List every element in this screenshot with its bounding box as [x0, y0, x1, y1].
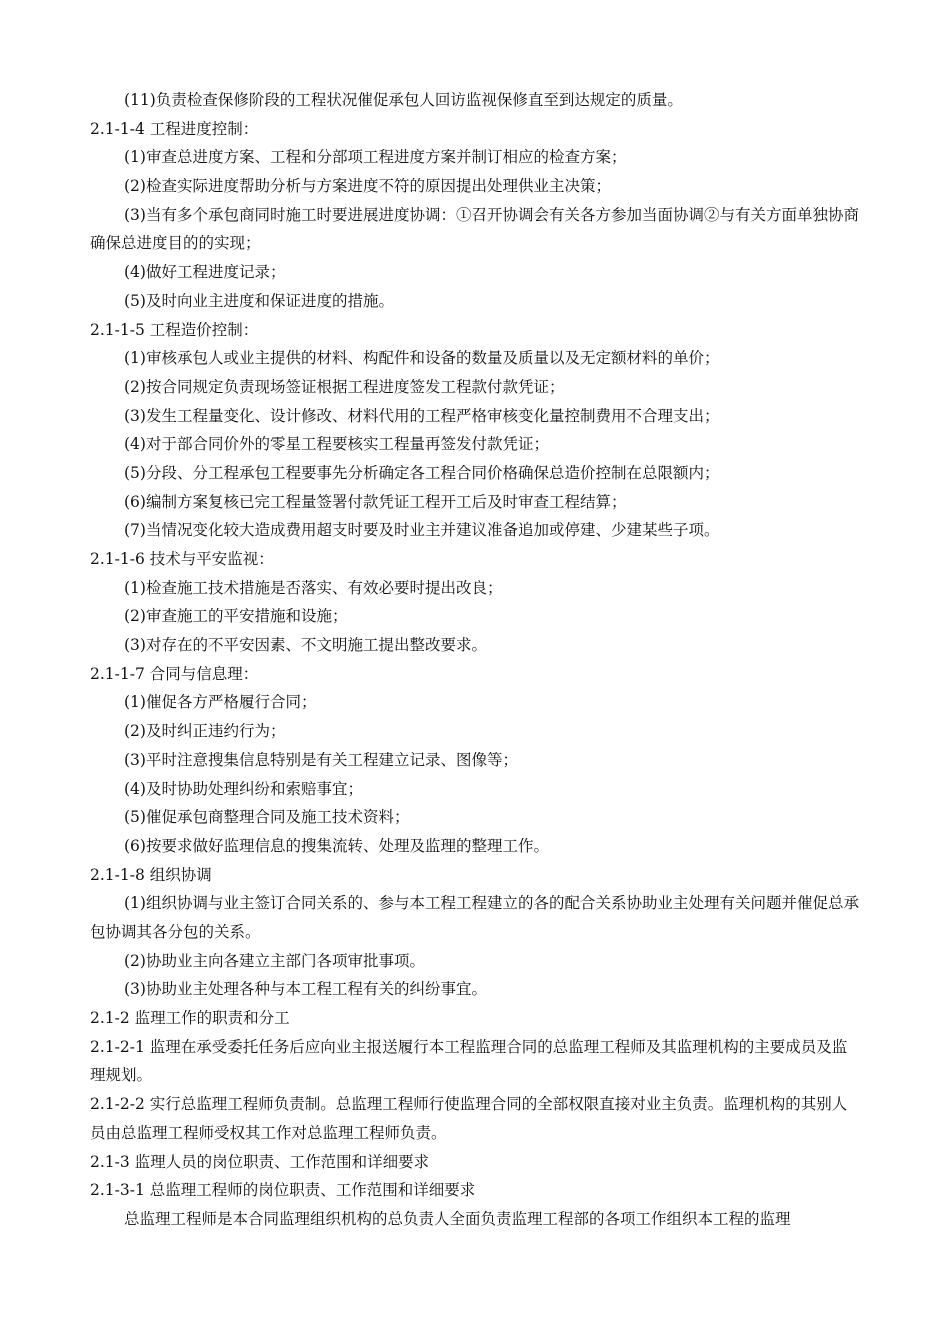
paragraph-line: (4)对于部合同价外的零星工程要核实工程量再签发付款凭证； [124, 435, 549, 454]
section-heading: 2.1-3-1 总监理工程师的岗位职责、工作范围和详细要求 [90, 1181, 476, 1200]
paragraph-line: (3)协助业主处理各种与本工程工程有关的纠纷事宜。 [124, 980, 487, 999]
section-heading: 2.1-1-7 合同与信息理： [90, 664, 259, 683]
section-heading: 2.1-1-8 组织协调 [90, 865, 212, 884]
paragraph-line: (1)组织协调与业主签订合同关系的、参与本工程工程建立的各的配合关系协助业主处理有关问题并催促总承包协调其各分包的关系。 [90, 894, 859, 941]
paragraph-line: (3)平时注意搜集信息特别是有关工程建立记录、图像等； [124, 750, 518, 769]
paragraph-line: (5)及时向业主进度和保证进度的措施。 [124, 291, 394, 310]
paragraph-line: (3)发生工程量变化、设计修改、材料代用的工程严格审核变化量控制费用不合理支出； [124, 406, 720, 425]
paragraph-line: (1)检查施工技术措施是否落实、有效必要时提出改良； [124, 578, 503, 597]
paragraph-line: (2)按合同规定负责现场签证根据工程进度签发工程款付款凭证； [124, 377, 565, 396]
paragraph-line: (4)及时协助处理纠纷和索赔事宜； [124, 779, 363, 798]
section-heading: 2.1-1-6 技术与平安监视： [90, 550, 274, 569]
paragraph-line: (2)协助业主向各建立主部门各项审批事项。 [124, 951, 425, 970]
paragraph-line: (7)当情况变化较大造成费用超支时要及时业主并建议准备追加或停建、少建某些子项。 [124, 521, 720, 540]
paragraph-line: 总监理工程师是本合同监理组织机构的总负责人全面负责监理工程部的各项工作组织本工程的监理 [124, 1209, 791, 1228]
paragraph-line: (11)负责检查保修阶段的工程状况催促承包人回访监视保修直至到达规定的质量。 [124, 91, 683, 109]
paragraph-line: (5)分段、分工程承包工程要事先分析确定各工程合同价格确保总造价控制在总限额内； [124, 463, 720, 482]
section-heading: 2.1-2 监理工作的职责和分工 [90, 1009, 290, 1028]
paragraph-line: (2)及时纠正违约行为； [124, 722, 286, 741]
paragraph-line: (3)对存在的不平安因素、不文明施工提出整改要求。 [124, 636, 487, 655]
section-heading: 2.1-2-2 实行总监理工程师负责制。总监理工程师行使监理合同的全部权限直接对业主负责。监理机构的其别人员由总监理工程师受权其工作对总监理工程师负责。 [90, 1095, 848, 1142]
section-heading: 2.1-2-1 监理在承受委托任务后应向业主报送履行本工程监理合同的总监理工程师及其监理机构的主要成员及监理规划。 [90, 1037, 848, 1085]
paragraph-line: (6)按要求做好监理信息的搜集流转、处理及监理的整理工作。 [124, 836, 549, 855]
paragraph-line: (2)审查施工的平安措施和设施； [124, 607, 348, 626]
paragraph-line: (6)编制方案复核已完工程量签署付款凭证工程开工后及时审查工程结算； [124, 492, 627, 511]
paragraph-line: (1)催促各方严格履行合同； [124, 693, 317, 712]
section-heading: 2.1-3 监理人员的岗位职责、工作范围和详细要求 [90, 1152, 430, 1171]
paragraph-line: (2)检查实际进度帮助分析与方案进度不符的原因提出处理供业主决策； [124, 177, 611, 196]
paragraph-line: (1)审核承包人或业主提供的材料、构配件和设备的数量及质量以及无定额材料的单价； [124, 349, 720, 368]
paragraph-line: (5)催促承包商整理合同及施工技术资料； [124, 808, 410, 827]
paragraph-line: (4)做好工程进度记录； [124, 263, 286, 282]
section-heading: 2.1-1-4 工程进度控制： [90, 119, 259, 138]
section-heading: 2.1-1-5 工程造价控制： [90, 320, 259, 339]
paragraph-line: (3)当有多个承包商同时施工时要进展进度协调：①召开协调会有关各方参加当面协调②与有关方面单独协商确保总进度目的的实现； [90, 205, 859, 253]
document-body [90, 86, 862, 1234]
paragraph-line: (1)审查总进度方案、工程和分部项工程进度方案并制订相应的检查方案； [124, 148, 627, 167]
